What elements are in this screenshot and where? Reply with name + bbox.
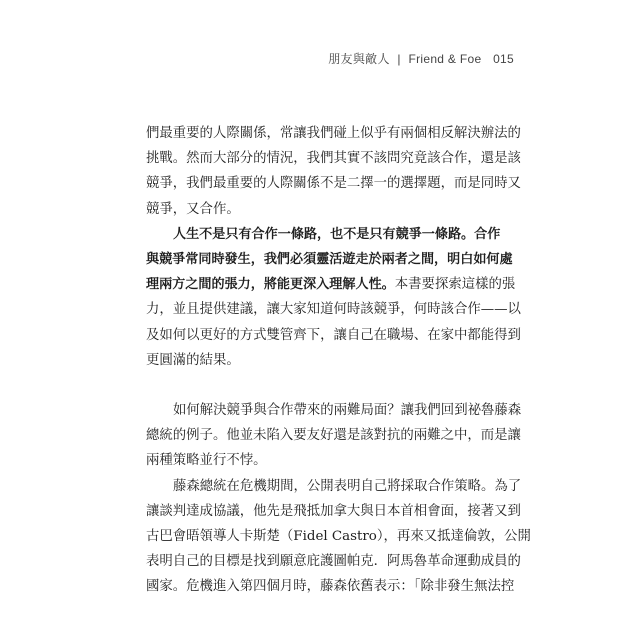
page-number: 015	[493, 52, 514, 66]
running-header	[328, 50, 514, 67]
text-line-mixed	[146, 272, 516, 297]
text-segment-bold: 理兩方之間的張力，將能更深入理解人性。	[146, 277, 395, 293]
paragraph-2	[146, 222, 521, 373]
header-title-zh: 朋友與敵人	[328, 52, 390, 66]
text-line: 如何解決競爭與合作帶來的兩難局面？讓我們回到祕魯藤森	[173, 403, 522, 419]
text-line: 競爭，又合作。	[146, 201, 240, 217]
text-line-bold: 人生不是只有合作一條路，也不是只有競爭一條路。合作	[173, 226, 501, 242]
text-line: 藤森總統在危機期間，公開表明自己將採取合作策略。為了	[173, 478, 522, 494]
text-line-bold: 與競爭常同時發生，我們必須靈活遊走於兩者之間，明白如何處	[146, 252, 513, 268]
text-line: 挑戰。然而大部分的情況，我們其實不該問究竟該合作，還是該	[146, 151, 521, 167]
text-line: 更圓滿的結果。	[146, 352, 240, 368]
paragraph-4	[146, 474, 531, 600]
text-line: 及如何以更好的方式雙管齊下，讓自己在職場、在家中都能得到	[146, 327, 521, 343]
text-line: 們最重要的人際關係，常讓我們碰上似乎有兩個相反解決辦法的	[146, 126, 521, 141]
text-line: 表明自己的目標是找到願意庇護圖帕克．阿馬魯革命運動成員的	[146, 554, 521, 570]
paragraph-3	[146, 398, 522, 474]
text-line: 總統的例子。他並未陷入要友好還是該對抗的兩難之中，而是讓	[146, 428, 521, 444]
section-break	[146, 373, 496, 398]
header-separator: |	[397, 52, 401, 66]
text-line: 讓談判達成協議，他先是飛抵加拿大與日本首相會面，接著又到	[146, 503, 521, 519]
paragraph-1	[146, 121, 521, 222]
text-line: 競爭，我們最重要的人際關係不是二擇一的選擇題，而是同時又	[146, 176, 521, 192]
text-line: 國家。危機進入第四個月時，藤森依舊表示：「除非發生無法控	[146, 579, 515, 595]
header-title-en: Friend & Foe	[408, 52, 482, 66]
text-line: 兩種策略並行不悖。	[146, 453, 267, 469]
text-segment: 本書要探索這樣的張	[394, 277, 516, 293]
text-line: 古巴會晤領導人卡斯楚（Fidel Castro），再來又抵達倫敦，公開	[146, 529, 531, 545]
text-line: 力，並且提供建議，讓大家知道何時該競爭，何時該合作——以	[146, 302, 521, 318]
body-text	[146, 121, 531, 600]
